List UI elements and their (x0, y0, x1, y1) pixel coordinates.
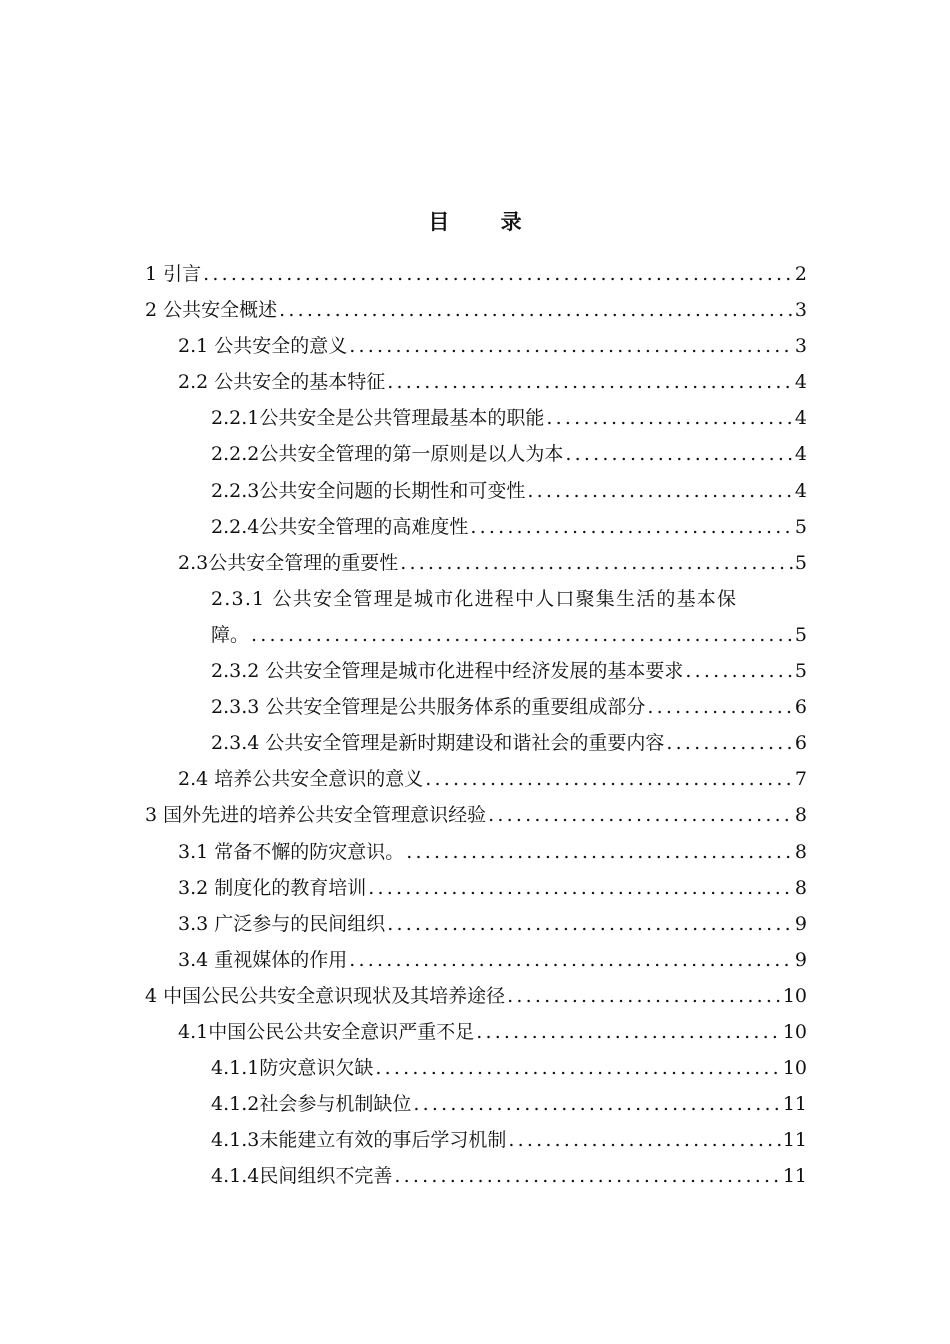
dot-leader (666, 725, 793, 761)
toc-entry-label: 4.1中国公民公共安全意识严重不足 (178, 1020, 475, 1043)
dot-leader (507, 978, 781, 1014)
dot-leader (400, 545, 793, 581)
toc-entry[interactable] (145, 436, 807, 472)
toc-entry-label: 3.4 重视媒体的作用 (178, 948, 348, 971)
toc-entry-label: 2.1 公共安全的意义 (178, 335, 348, 358)
toc-entry-label: 2.3.1 公共安全管理是城市化进程中人口聚集生活的基本保 (211, 587, 738, 610)
toc-entry-wrapped-first-line[interactable] (145, 581, 807, 617)
toc-entry[interactable] (145, 473, 807, 509)
toc-entry[interactable] (145, 1122, 807, 1158)
toc-entry-page: 6 (794, 732, 807, 755)
toc-entry-label: 4.1.3未能建立有效的事后学习机制 (211, 1129, 507, 1152)
toc-entry-page: 4 (794, 407, 807, 430)
dot-leader (476, 1014, 781, 1050)
toc-title: 目 录 (428, 209, 544, 234)
toc-entry-page: 8 (794, 876, 807, 899)
dot-leader (425, 761, 793, 797)
toc-entry-page: 2 (794, 263, 807, 285)
toc-entry[interactable] (145, 725, 807, 761)
toc-entry-page: 4 (794, 443, 807, 466)
table-of-contents (145, 256, 807, 1194)
toc-entry-label: 2.2.4公共安全管理的高难度性 (211, 515, 469, 538)
dot-leader (413, 1086, 780, 1122)
toc-entry-label: 3.1 常备不懈的防灾意识。 (178, 840, 405, 863)
toc-entry[interactable] (145, 870, 807, 906)
dot-leader (508, 1122, 780, 1158)
dot-leader (251, 617, 793, 653)
toc-entry-label: 4.1.1防灾意识欠缺 (211, 1057, 374, 1080)
toc-entry-page: 9 (794, 912, 807, 935)
toc-entry-page: 10 (782, 1020, 807, 1043)
toc-entry-page: 5 (794, 660, 807, 683)
toc-entry[interactable] (145, 400, 807, 436)
toc-entry[interactable] (145, 761, 807, 797)
dot-leader (279, 292, 793, 328)
toc-entry-page: 3 (794, 299, 807, 322)
toc-entry[interactable] (145, 545, 807, 581)
toc-entry[interactable] (145, 292, 807, 328)
dot-leader (470, 509, 793, 545)
dot-leader (368, 870, 793, 906)
toc-entry-label: 2 公共安全概述 (145, 299, 278, 322)
toc-entry-page: 4 (794, 479, 807, 502)
toc-entry-page: 6 (794, 696, 807, 719)
dot-leader (488, 797, 793, 833)
toc-entry[interactable] (145, 653, 807, 689)
toc-entry[interactable] (145, 906, 807, 942)
toc-entry-page: 4 (794, 371, 807, 394)
toc-entry-label: 1 引言 (145, 263, 202, 285)
dot-leader (546, 400, 793, 436)
toc-entry[interactable] (145, 834, 807, 870)
toc-entry-page: 11 (782, 1165, 807, 1188)
dot-leader (349, 942, 793, 978)
toc-entry[interactable] (145, 942, 807, 978)
dot-leader (406, 834, 793, 870)
toc-entry-page: 8 (794, 804, 807, 827)
toc-entry[interactable] (145, 1014, 807, 1050)
toc-entry[interactable] (145, 1158, 807, 1194)
toc-entry-page: 5 (794, 515, 807, 538)
toc-entry-label: 2.3.3 公共安全管理是公共服务体系的重要组成部分 (211, 696, 646, 719)
toc-entry-page: 7 (794, 768, 807, 791)
toc-entry[interactable] (145, 689, 807, 725)
toc-entry[interactable] (145, 797, 807, 833)
dot-leader (394, 1158, 780, 1194)
toc-entry-label: 3 国外先进的培养公共安全管理意识经验 (145, 804, 487, 827)
dot-leader (349, 328, 793, 364)
dot-leader (387, 364, 793, 400)
toc-entry[interactable] (145, 256, 807, 292)
toc-entry[interactable] (145, 1086, 807, 1122)
toc-entry-label: 2.3.2 公共安全管理是城市化进程中经济发展的基本要求 (211, 660, 684, 683)
toc-entry-label: 2.3公共安全管理的重要性 (178, 551, 399, 574)
dot-leader (203, 256, 793, 292)
toc-entry-label: 4.1.4民间组织不完善 (211, 1165, 393, 1188)
toc-entry-page: 11 (782, 1129, 807, 1152)
toc-entry-page: 11 (782, 1093, 807, 1116)
toc-entry[interactable] (145, 364, 807, 400)
toc-entry-label: 2.4 培养公共安全意识的意义 (178, 768, 424, 791)
toc-entry-label: 2.2.1公共安全是公共管理最基本的职能 (211, 407, 545, 430)
toc-entry-label: 2.2.3公共安全问题的长期性和可变性 (211, 479, 526, 502)
toc-entry-page: 10 (782, 984, 807, 1007)
toc-entry[interactable] (145, 978, 807, 1014)
toc-entry[interactable] (145, 1050, 807, 1086)
toc-entry-label: 3.2 制度化的教育培训 (178, 876, 367, 899)
toc-entry-label: 3.3 广泛参与的民间组织 (178, 912, 386, 935)
toc-entry[interactable] (145, 509, 807, 545)
toc-entry-page: 9 (794, 948, 807, 971)
toc-entry-page: 8 (794, 840, 807, 863)
toc-entry-label-continuation: 障。 (211, 623, 250, 646)
toc-entry-page: 10 (782, 1057, 807, 1080)
toc-entry[interactable] (145, 328, 807, 364)
dot-leader (565, 436, 793, 472)
dot-leader (375, 1050, 780, 1086)
toc-entry-page: 5 (794, 551, 807, 574)
toc-entry-wrapped-continuation[interactable] (145, 617, 807, 653)
dot-leader (685, 653, 793, 689)
dot-leader (647, 689, 793, 725)
dot-leader (527, 473, 793, 509)
toc-entry-label: 4.1.2社会参与机制缺位 (211, 1093, 412, 1116)
toc-entry-label: 4 中国公民公共安全意识现状及其培养途径 (145, 984, 506, 1007)
dot-leader (387, 906, 793, 942)
toc-entry-page: 3 (794, 335, 807, 358)
toc-entry-label: 2.2 公共安全的基本特征 (178, 371, 386, 394)
toc-entry-label: 2.2.2公共安全管理的第一原则是以人为本 (211, 443, 564, 466)
toc-entry-label: 2.3.4 公共安全管理是新时期建设和谐社会的重要内容 (211, 732, 665, 755)
toc-entry-page: 5 (794, 623, 807, 646)
